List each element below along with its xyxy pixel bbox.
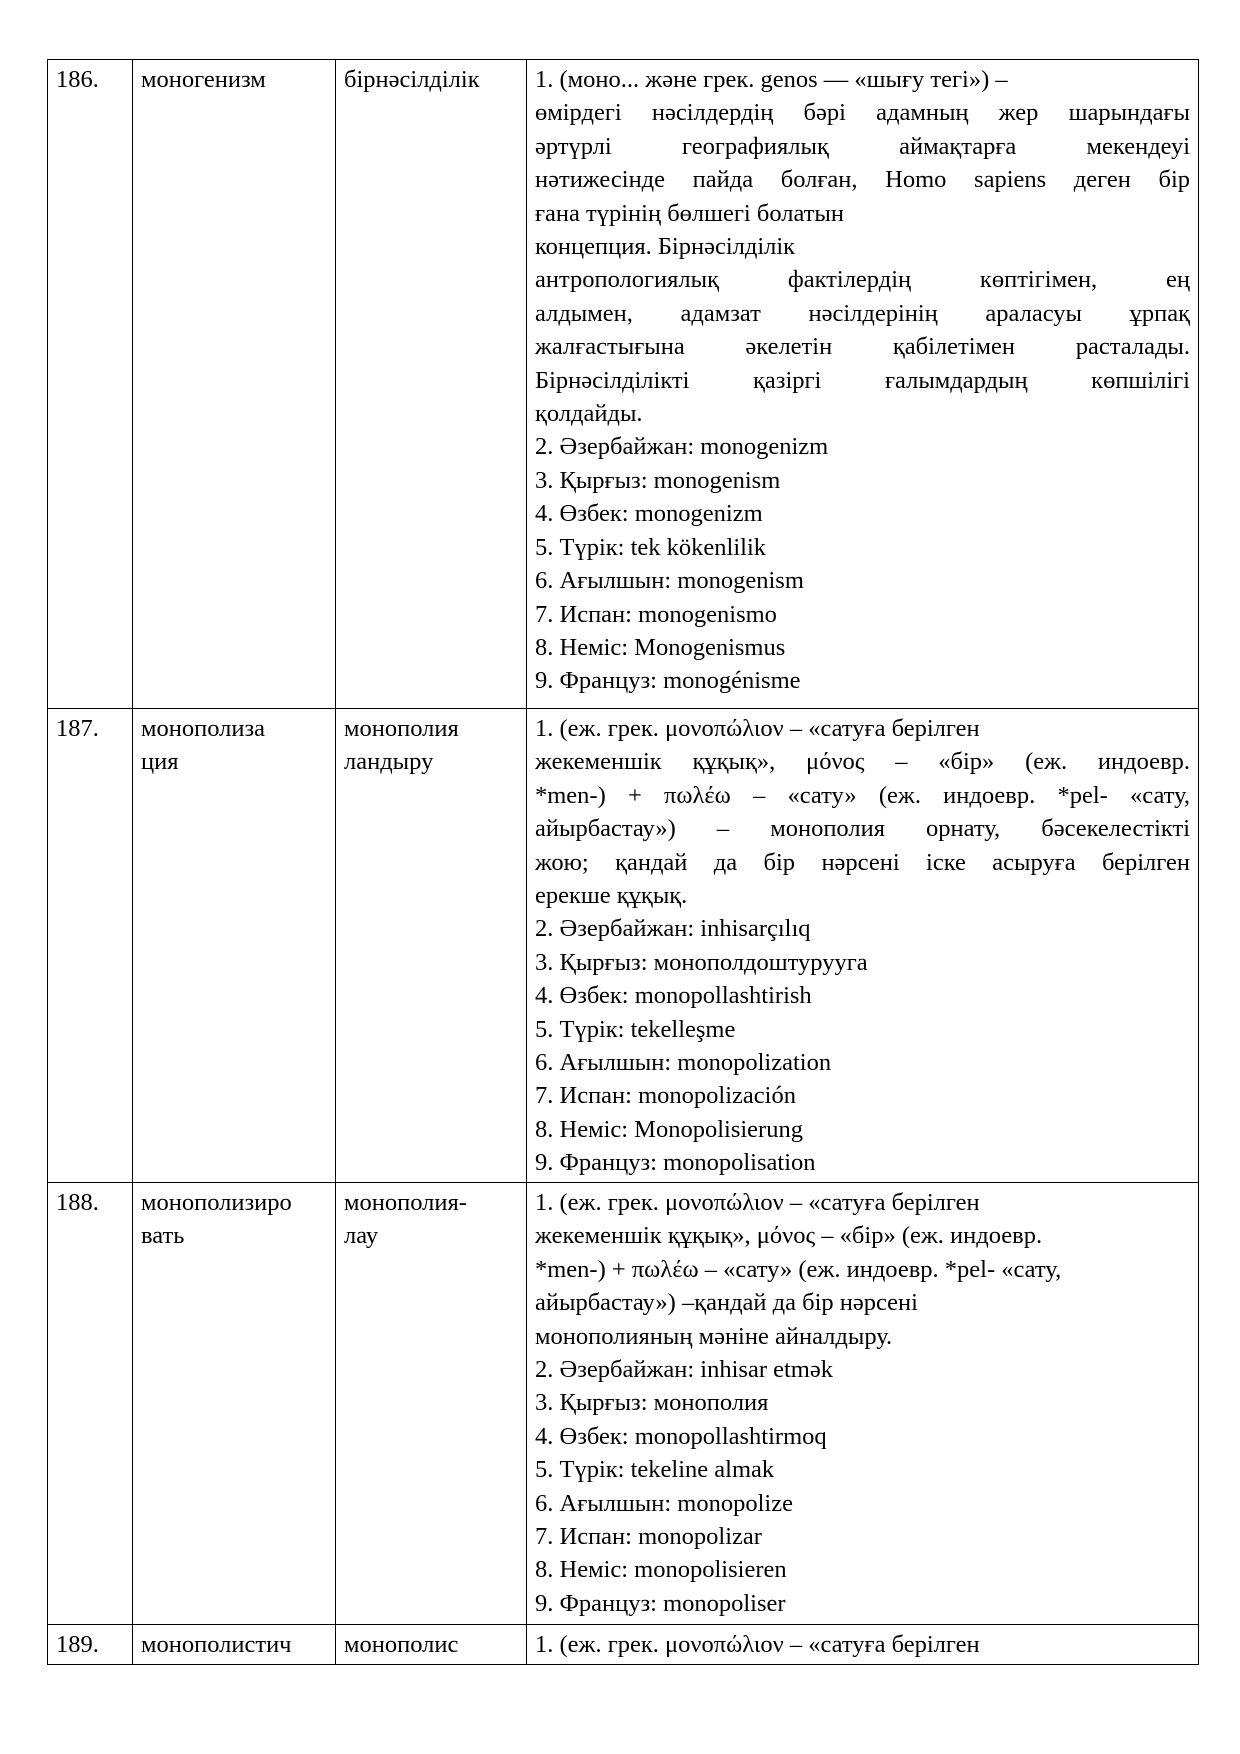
kazakh-term-line: монополия [344, 715, 459, 742]
russian-term: моногенизм [133, 60, 336, 709]
definition-cell [527, 1183, 1199, 1625]
table-row [48, 1625, 1199, 1665]
translation-line: 9. Француз: monopoliser [535, 1589, 786, 1617]
russian-term: монополистич [133, 1625, 336, 1665]
translation-line: 7. Испан: monogenismo [535, 600, 777, 628]
translation-line: 7. Испан: monopolización [535, 1082, 796, 1110]
kazakh-term [336, 709, 527, 1183]
definition-line: нәтижесінде пайда болған, Homo sapiens деген бір [535, 166, 1190, 194]
translation-line: 3. Қырғыз: monogenism [535, 466, 781, 494]
translation-line: 6. Ағылшын: monogenism [535, 567, 804, 595]
definition-line: айырбастау») –қандай да бір нәрсені [535, 1289, 918, 1317]
definition-line: айырбастау») – монополия орнату, бәсекелестікті [535, 815, 1190, 843]
definition-line: антропологиялық фактілердің көптігімен, ең [535, 266, 1190, 294]
kazakh-term: монополис [336, 1625, 527, 1665]
translation-line: 2. Әзербайжан: inhisar etmək [535, 1356, 833, 1384]
entry-number: 189. [48, 1625, 133, 1665]
russian-term-line: ция [141, 748, 179, 776]
kazakh-term-line: монополия- [344, 1189, 467, 1216]
translation-line: 7. Испан: monopolizar [535, 1523, 762, 1551]
translation-line: 4. Өзбек: monogenizm [535, 500, 763, 528]
definition-line: *men-) + πωλέω – «сату» (еж. индоевр. *pel- «сату, [535, 1255, 1062, 1283]
entry-number: 187. [48, 709, 133, 1183]
definition-line: жекеменшік құқық», μόνος – «бір» (еж. индоевр. [535, 1222, 1043, 1250]
translation-line: 8. Неміс: monopolisieren [535, 1556, 787, 1584]
definition-line: Бірнәсілділікті қазіргі ғалымдардың көпшілігі [535, 366, 1190, 394]
definition-cell [527, 1625, 1199, 1665]
translation-line: 8. Неміс: Monogenismus [535, 633, 786, 661]
table-row [48, 709, 1199, 1183]
definition-line: *men-) + πωλέω – «сату» (еж. индоевр. *pel- «сату, [535, 781, 1190, 809]
definition-line: алдымен, адамзат нәсілдерінің араласуы ұрпақ [535, 299, 1190, 327]
definition-line: жекеменшік құқық», μόνος – «бір» (еж. индоевр. [535, 748, 1190, 776]
entry-number: 188. [48, 1183, 133, 1625]
translation-line: 6. Ағылшын: monopolize [535, 1489, 793, 1517]
translation-line: 2. Әзербайжан: monogenizm [535, 433, 829, 461]
russian-term [133, 709, 336, 1183]
russian-term-line: монополизиро [141, 1189, 292, 1216]
translation-line: 5. Түрік: tekelleşme [535, 1015, 736, 1043]
russian-term [133, 1183, 336, 1625]
kazakh-term [336, 1183, 527, 1625]
translation-line: 4. Өзбек: monopollashtirmoq [535, 1422, 827, 1450]
definition-line: ерекше құқық. [535, 882, 688, 910]
definition-line: 1. (моно... және грек. genos — «шығу тегі») – [535, 66, 1008, 93]
glossary-table [47, 59, 1199, 1665]
translation-line: 8. Неміс: Monopolisierung [535, 1115, 803, 1143]
translation-line: 5. Түрік: tekeline almak [535, 1456, 775, 1484]
translation-line: 3. Қырғыз: монополия [535, 1389, 769, 1417]
definition-line: ғана түрінің бөлшегі болатын [535, 199, 845, 227]
translation-line: 5. Түрік: tek kökenlilik [535, 533, 767, 561]
kazakh-term: бірнәсілділік [336, 60, 527, 709]
definition-cell [527, 60, 1199, 709]
russian-term-line: монополиза [141, 715, 266, 742]
kazakh-term-line: лау [344, 1222, 379, 1250]
translation-line: 6. Ағылшын: monopolization [535, 1049, 832, 1077]
definition-line: қолдайды. [535, 400, 643, 428]
translation-line: 4. Өзбек: monopollashtirish [535, 982, 812, 1010]
definition-line: 1. (еж. грек. μονοπώλιον – «сатуға берілген [535, 715, 980, 742]
definition-cell [527, 709, 1199, 1183]
table-row [48, 60, 1199, 709]
definition-line: 1. (еж. грек. μονοπώλιον – «сатуға берілген [535, 1189, 980, 1216]
table-row [48, 1183, 1199, 1625]
kazakh-term-line: ландыру [344, 748, 434, 776]
definition-line: әртүрлі географиялық аймақтарға мекендеуі [535, 132, 1190, 160]
definition-line: жою; қандай да бір нәрсені іске асыруға берілген [535, 848, 1190, 876]
translation-line: 2. Әзербайжан: inhisarçılıq [535, 915, 811, 943]
russian-term-line: вать [141, 1222, 185, 1250]
definition-line: концепция. Бірнәсілділік [535, 233, 796, 261]
translation-line: 3. Қырғыз: монополдоштуруугa [535, 948, 868, 976]
entry-number: 186. [48, 60, 133, 709]
translation-line: 9. Француз: monopolisation [535, 1149, 816, 1177]
definition-line: монополияның мәніне айналдыру. [535, 1322, 893, 1350]
definition-line: жалғастығына әкелетін қабілетімен расталады. [535, 333, 1190, 361]
translation-line: 9. Француз: monogénisme [535, 667, 801, 695]
definition-line: 1. (еж. грек. μονοπώλιον – «сатуға берілген [535, 1631, 980, 1658]
definition-line: өмірдегі нәсілдердің бәрі адамның жер шарындағы [535, 99, 1190, 127]
